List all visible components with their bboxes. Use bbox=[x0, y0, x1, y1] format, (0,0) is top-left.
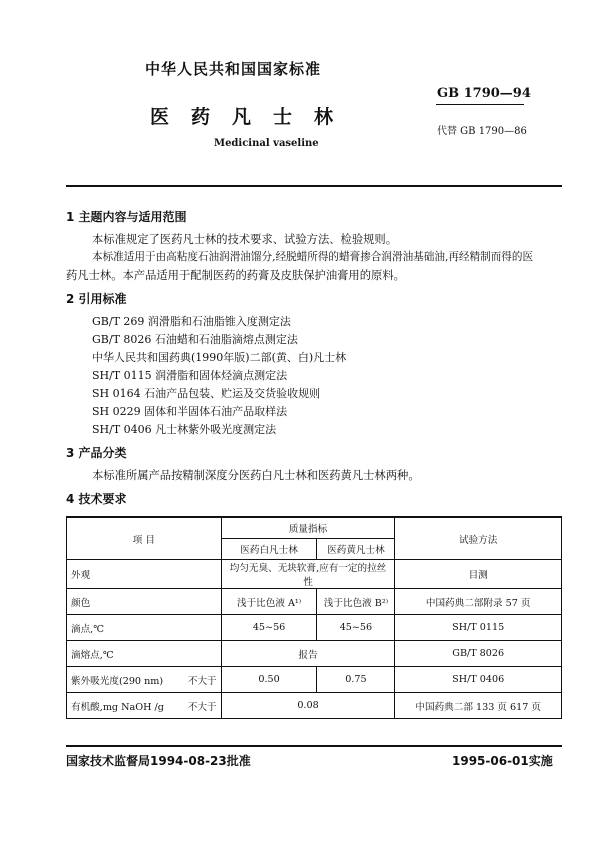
standard-number-rule bbox=[436, 104, 524, 105]
table-row bbox=[67, 589, 562, 615]
row-method: SH/T 0406 bbox=[395, 667, 562, 693]
header-quality: 质量指标 bbox=[221, 517, 395, 539]
table-row bbox=[67, 641, 562, 667]
row-yellow-value: 浅于比色液 B²⁾ bbox=[317, 589, 395, 615]
table-row bbox=[67, 615, 562, 641]
row-yellow-value: 0.75 bbox=[317, 667, 395, 693]
section-1-heading: 1 主题内容与适用范围 bbox=[66, 210, 187, 224]
section-1-para-2-line-1: 本标准适用于由高粘度石油润滑油馏分,经脱蜡所得的蜡膏掺合润滑油基础油,再经精制而得的医 bbox=[92, 251, 534, 263]
reference-item: SH 0229 固体和半固体石油产品取样法 bbox=[92, 405, 288, 418]
english-title: Medicinal vaseline bbox=[214, 138, 319, 149]
row-method: SH/T 0115 bbox=[395, 615, 562, 641]
row-method: 中国药典二部 133 页 617 页 bbox=[395, 693, 562, 719]
row-method: 目测 bbox=[395, 560, 562, 589]
footer-divider bbox=[66, 745, 562, 747]
reference-item: GB/T 269 润滑脂和石油脂锥入度测定法 bbox=[92, 315, 291, 328]
row-white-value: 浅于比色液 A¹⁾ bbox=[221, 589, 317, 615]
reference-item: SH/T 0115 润滑脂和固体烃滴点测定法 bbox=[92, 369, 288, 382]
row-limit: 不大于 bbox=[187, 675, 217, 687]
header-method: 试验方法 bbox=[395, 517, 562, 560]
row-item: 滴熔点,℃ bbox=[67, 641, 222, 667]
row-merged-value: 0.08 bbox=[221, 693, 395, 719]
row-yellow-value: 45~56 bbox=[317, 615, 395, 641]
standard-number: GB 1790—94 bbox=[437, 86, 531, 101]
row-item: 紫外吸光度(290 nm) bbox=[71, 675, 164, 687]
header-yellow: 医药黄凡士林 bbox=[317, 539, 395, 560]
table-row bbox=[67, 560, 562, 589]
row-item-cell bbox=[67, 667, 222, 693]
replaces-note: 代替 GB 1790—86 bbox=[437, 126, 527, 137]
reference-item: GB/T 8026 石油蜡和石油脂滴熔点测定法 bbox=[92, 333, 298, 346]
section-2-heading: 2 引用标准 bbox=[66, 292, 127, 306]
section-1-para-1: 本标准规定了医药凡士林的技术要求、试验方法、检验规则。 bbox=[92, 233, 398, 246]
row-white-value: 45~56 bbox=[221, 615, 317, 641]
reference-item: 中华人民共和国药典(1990年版)二部(黄、白)凡士林 bbox=[92, 351, 347, 364]
section-4-heading: 4 技术要求 bbox=[66, 492, 127, 506]
header-white: 医药白凡士林 bbox=[221, 539, 317, 560]
header-item: 项 目 bbox=[67, 517, 222, 560]
section-3-para: 本标准所属产品按精制深度分医药白凡士林和医药黄凡士林两种。 bbox=[92, 469, 420, 482]
section-3-heading: 3 产品分类 bbox=[66, 446, 127, 460]
row-limit: 不大于 bbox=[187, 701, 217, 713]
reference-item: SH 0164 石油产品包装、贮运及交货验收规则 bbox=[92, 387, 321, 400]
section-1-para-2-line-2: 药凡士林。本产品适用于配制医药的药膏及皮肤保护油膏用的原料。 bbox=[66, 269, 405, 282]
row-item: 有机酸,mg NaOH /g bbox=[71, 701, 164, 713]
approval-line: 国家技术监督局1994-08-23批准 bbox=[66, 754, 251, 768]
row-method: GB/T 8026 bbox=[395, 641, 562, 667]
effective-date: 1995-06-01实施 bbox=[452, 754, 553, 768]
reference-item: SH/T 0406 凡士林紫外吸光度测定法 bbox=[92, 423, 277, 436]
table-row bbox=[67, 667, 562, 693]
row-item: 滴点,℃ bbox=[67, 615, 222, 641]
header-divider bbox=[66, 185, 562, 187]
row-item-cell bbox=[67, 693, 222, 719]
row-method: 中国药典二部附录 57 页 bbox=[395, 589, 562, 615]
row-white-value: 0.50 bbox=[221, 667, 317, 693]
document-title: 医药凡士林 bbox=[150, 106, 356, 128]
technical-requirements-table bbox=[66, 516, 562, 719]
table-row bbox=[67, 693, 562, 719]
row-item: 颜色 bbox=[67, 589, 222, 615]
row-item: 外观 bbox=[67, 560, 222, 589]
row-merged-value: 报告 bbox=[221, 641, 395, 667]
row-merged-value: 均匀无臭、无块软膏,应有一定的拉丝性 bbox=[221, 560, 395, 589]
organization-heading: 中华人民共和国国家标准 bbox=[145, 60, 322, 78]
